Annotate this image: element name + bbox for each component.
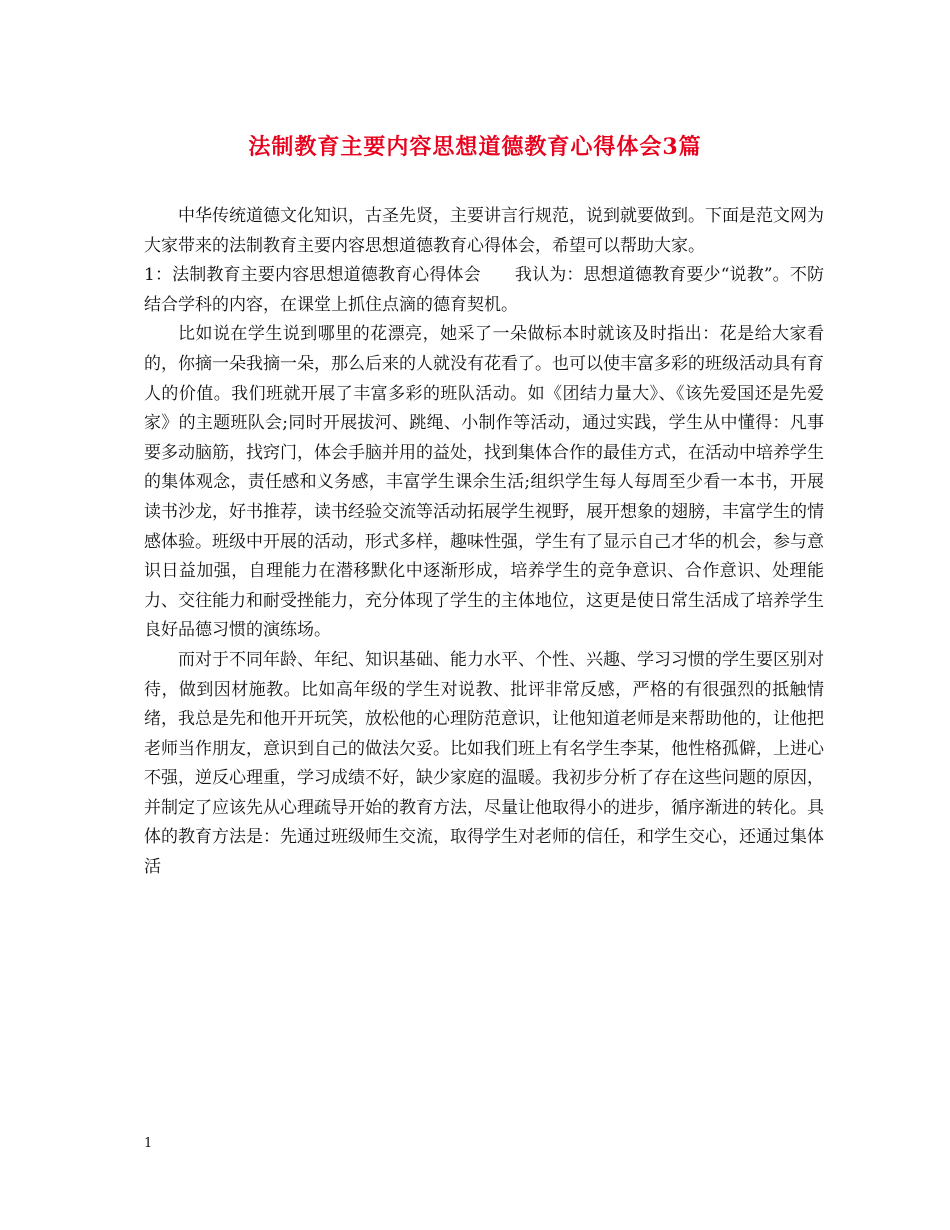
paragraph-section1: [144, 261, 824, 320]
page-number: 1: [144, 1136, 153, 1151]
paragraph-individual-teaching: 而对于不同年龄、年纪、知识基础、能力水平、个性、兴趣、学习习惯的学生要区别对待，做到因材施教。比如高年级的学生对说教、批评非常反感，严格的有很强烈的抵触情绪，我总是先和他开开玩笑，放松他的心理防范意识，让他知道老师是来帮助他的，让他把老师当作朋友，意识到自己的做法欠妥。比如我们班上有名学生李某，他性格孤僻，上进心不强，逆反心理重，学习成绩不好，缺少家庭的温暖。我初步分析了存在这些问题的原因，并制定了应该先从心理疏导开始的教育方法，尽量让他取得小的进步，循序渐进的转化。具体的教育方法是：先通过班级师生交流，取得学生对老师的信任，和学生交心，还通过集体活: [144, 649, 824, 878]
section1-heading: 1：法制教育主要内容思想道德教育心得体会: [144, 265, 481, 286]
paragraph-activities: 比如说在学生说到哪里的花漂亮，她采了一朵做标本时就该及时指出：花是给大家看的，你摘一朵我摘一朵，那么后来的人就没有花看了。也可以使丰富多彩的班级活动具有育人的价值。我们班就开展了丰富多彩的班队活动。如《团结力量大》、《该先爱国还是先爱家》的主题班队会;同时开展拔河、跳绳、小制作等活动，通过实践，学生从中懂得：凡事要多动脑筋，找窍门，体会手脑并用的益处，找到集体合作的最佳方式，在活动中培养学生的集体观念，责任感和义务感，丰富学生课余生活;组织学生每人每周至少看一本书，开展读书沙龙，好书推荐，读书经验交流等活动拓展学生视野，展开想象的翅膀，丰富学生的情感体验。班级中开展的活动，形式多样，趣味性强，学生有了显示自己才华的机会，参与意识日益加强，自理能力在潜移默化中逐渐形成，培养学生的竞争意识、合作意识、处理能力、交往能力和耐受挫能力，充分体现了学生的主体地位，这更是使日常生活成了培养学生良好品德习惯的演练场。: [144, 324, 824, 641]
document-body: [144, 202, 824, 883]
document-title: 法制教育主要内容思想道德教育心得体会3篇: [248, 134, 702, 160]
paragraph-intro: 中华传统道德文化知识，古圣先贤，主要讲言行规范，说到就要做到。下面是范文网为大家带来的法制教育主要内容思想道德教育心得体会，希望可以帮助大家。: [144, 206, 824, 256]
section1-opening: 我认为：思想道德教育要少“说教”。不防结合学科的内容，在课堂上抓住点滴的德育契机。: [144, 265, 824, 315]
